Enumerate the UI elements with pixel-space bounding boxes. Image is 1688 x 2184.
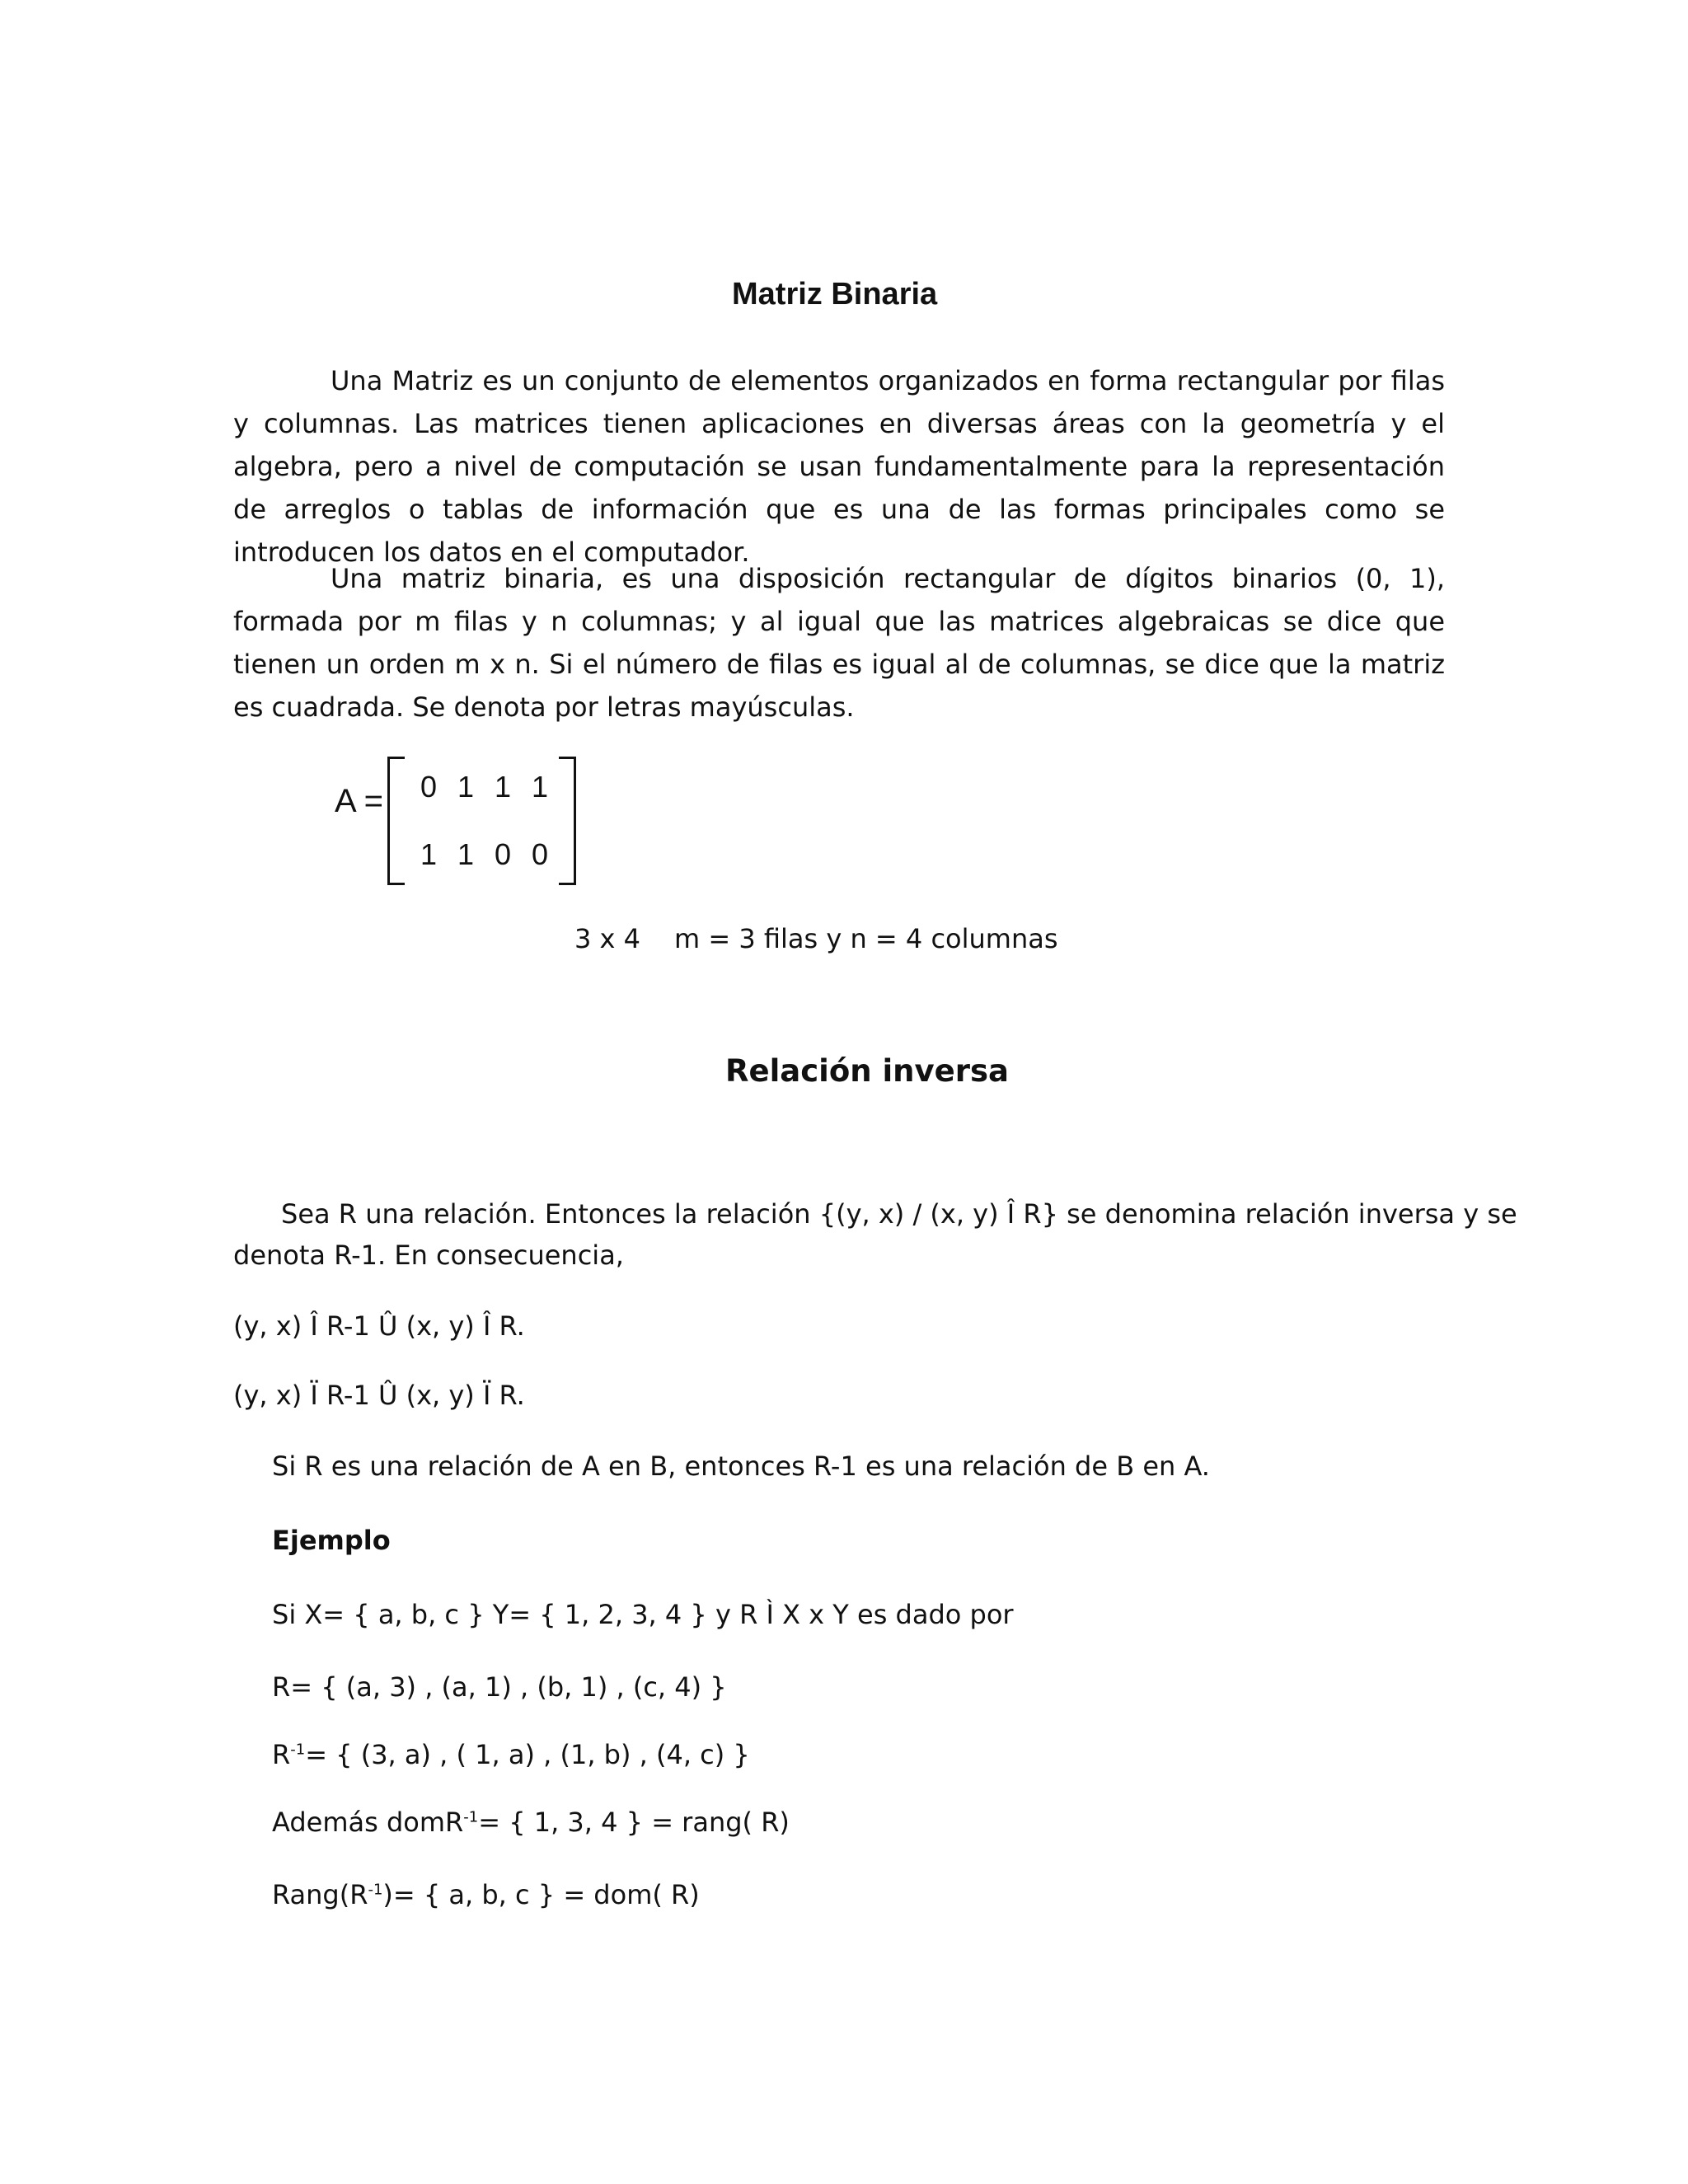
intro-line-1: Sea R una relación. Entonces la relación {(y, x) / (x, y) Î R} se denomina relación inversa y se xyxy=(281,1198,1517,1230)
matrix-cell: 0 xyxy=(420,770,438,804)
text: = { 1, 3, 4 } = rang( R) xyxy=(478,1807,790,1838)
example-line-2: R= { (a, 3) , (a, 1) , (b, 1) , (c, 4) } xyxy=(272,1671,727,1703)
section-title-matriz-binaria: Matriz Binaria xyxy=(732,277,938,312)
example-line-5 xyxy=(272,1879,700,1910)
matrix-row xyxy=(420,837,569,872)
example-line-4 xyxy=(272,1807,790,1838)
example-line-3 xyxy=(272,1739,750,1770)
matrix-left-bracket xyxy=(387,757,405,885)
matrix-cell: 0 xyxy=(495,837,512,871)
matrix-cell: 1 xyxy=(532,770,549,804)
text: R xyxy=(272,1739,291,1770)
text: Además domR xyxy=(272,1807,464,1838)
matrix-cell: 1 xyxy=(457,770,475,804)
text: = { (3, a) , ( 1, a) , (1, b) , (4, c) } xyxy=(305,1739,750,1770)
matrix-label: A = xyxy=(335,783,383,819)
example-line-1: Si X= { a, b, c } Y= { 1, 2, 3, 4 } y R Ì X x Y es dado por xyxy=(272,1599,1014,1630)
paragraph-matriz-binaria-definition: Una matriz binaria, es una disposición rectangular de dígitos binarios (0, 1), formada por m filas y n columnas; y al igual que las matrices algebraicas se dice que tienen un orden m x n. Si el número de filas es igual al de columnas, se dice que la matriz es cuadrada. Se denota por letras mayúsculas. xyxy=(233,563,1445,723)
matrix-dimension: 3 x 4 xyxy=(574,923,640,954)
relation-statement: Si R es una relación de A en B, entonces R-1 es una relación de B en A. xyxy=(272,1451,1210,1482)
intro-line-2: denota R-1. En consecuencia, xyxy=(233,1240,624,1271)
text: Rang(R xyxy=(272,1879,368,1910)
section-title-relacion-inversa: Relación inversa xyxy=(725,1053,1009,1089)
example-heading: Ejemplo xyxy=(272,1525,391,1556)
matrix-cell: 0 xyxy=(532,837,549,871)
superscript: -1 xyxy=(463,1808,479,1826)
superscript: -1 xyxy=(368,1881,383,1899)
text: )= { a, b, c } = dom( R) xyxy=(382,1879,700,1910)
superscript: -1 xyxy=(290,1741,306,1759)
matrix-cell: 1 xyxy=(457,837,475,871)
matrix-row xyxy=(420,770,569,804)
matrix-dimension-note: m = 3 filas y n = 4 columnas xyxy=(674,923,1058,954)
matrix-cell: 1 xyxy=(495,770,512,804)
rule-membership: (y, x) Î R-1 Û (x, y) Î R. xyxy=(233,1310,525,1342)
paragraph-matriz-definition: Una Matriz es un conjunto de elementos organizados en forma rectangular por filas y columnas. Las matrices tienen aplicaciones en diversas áreas con la geometría y el algebra, pero a nivel de computación se usan fundamentalmente para la representación de arreglos o tablas de información que es una de las formas principales como se introducen los datos en el computador. xyxy=(233,365,1445,568)
matrix-cell: 1 xyxy=(420,837,438,871)
rule-non-membership: (y, x) Ï R-1 Û (x, y) Ï R. xyxy=(233,1380,525,1411)
